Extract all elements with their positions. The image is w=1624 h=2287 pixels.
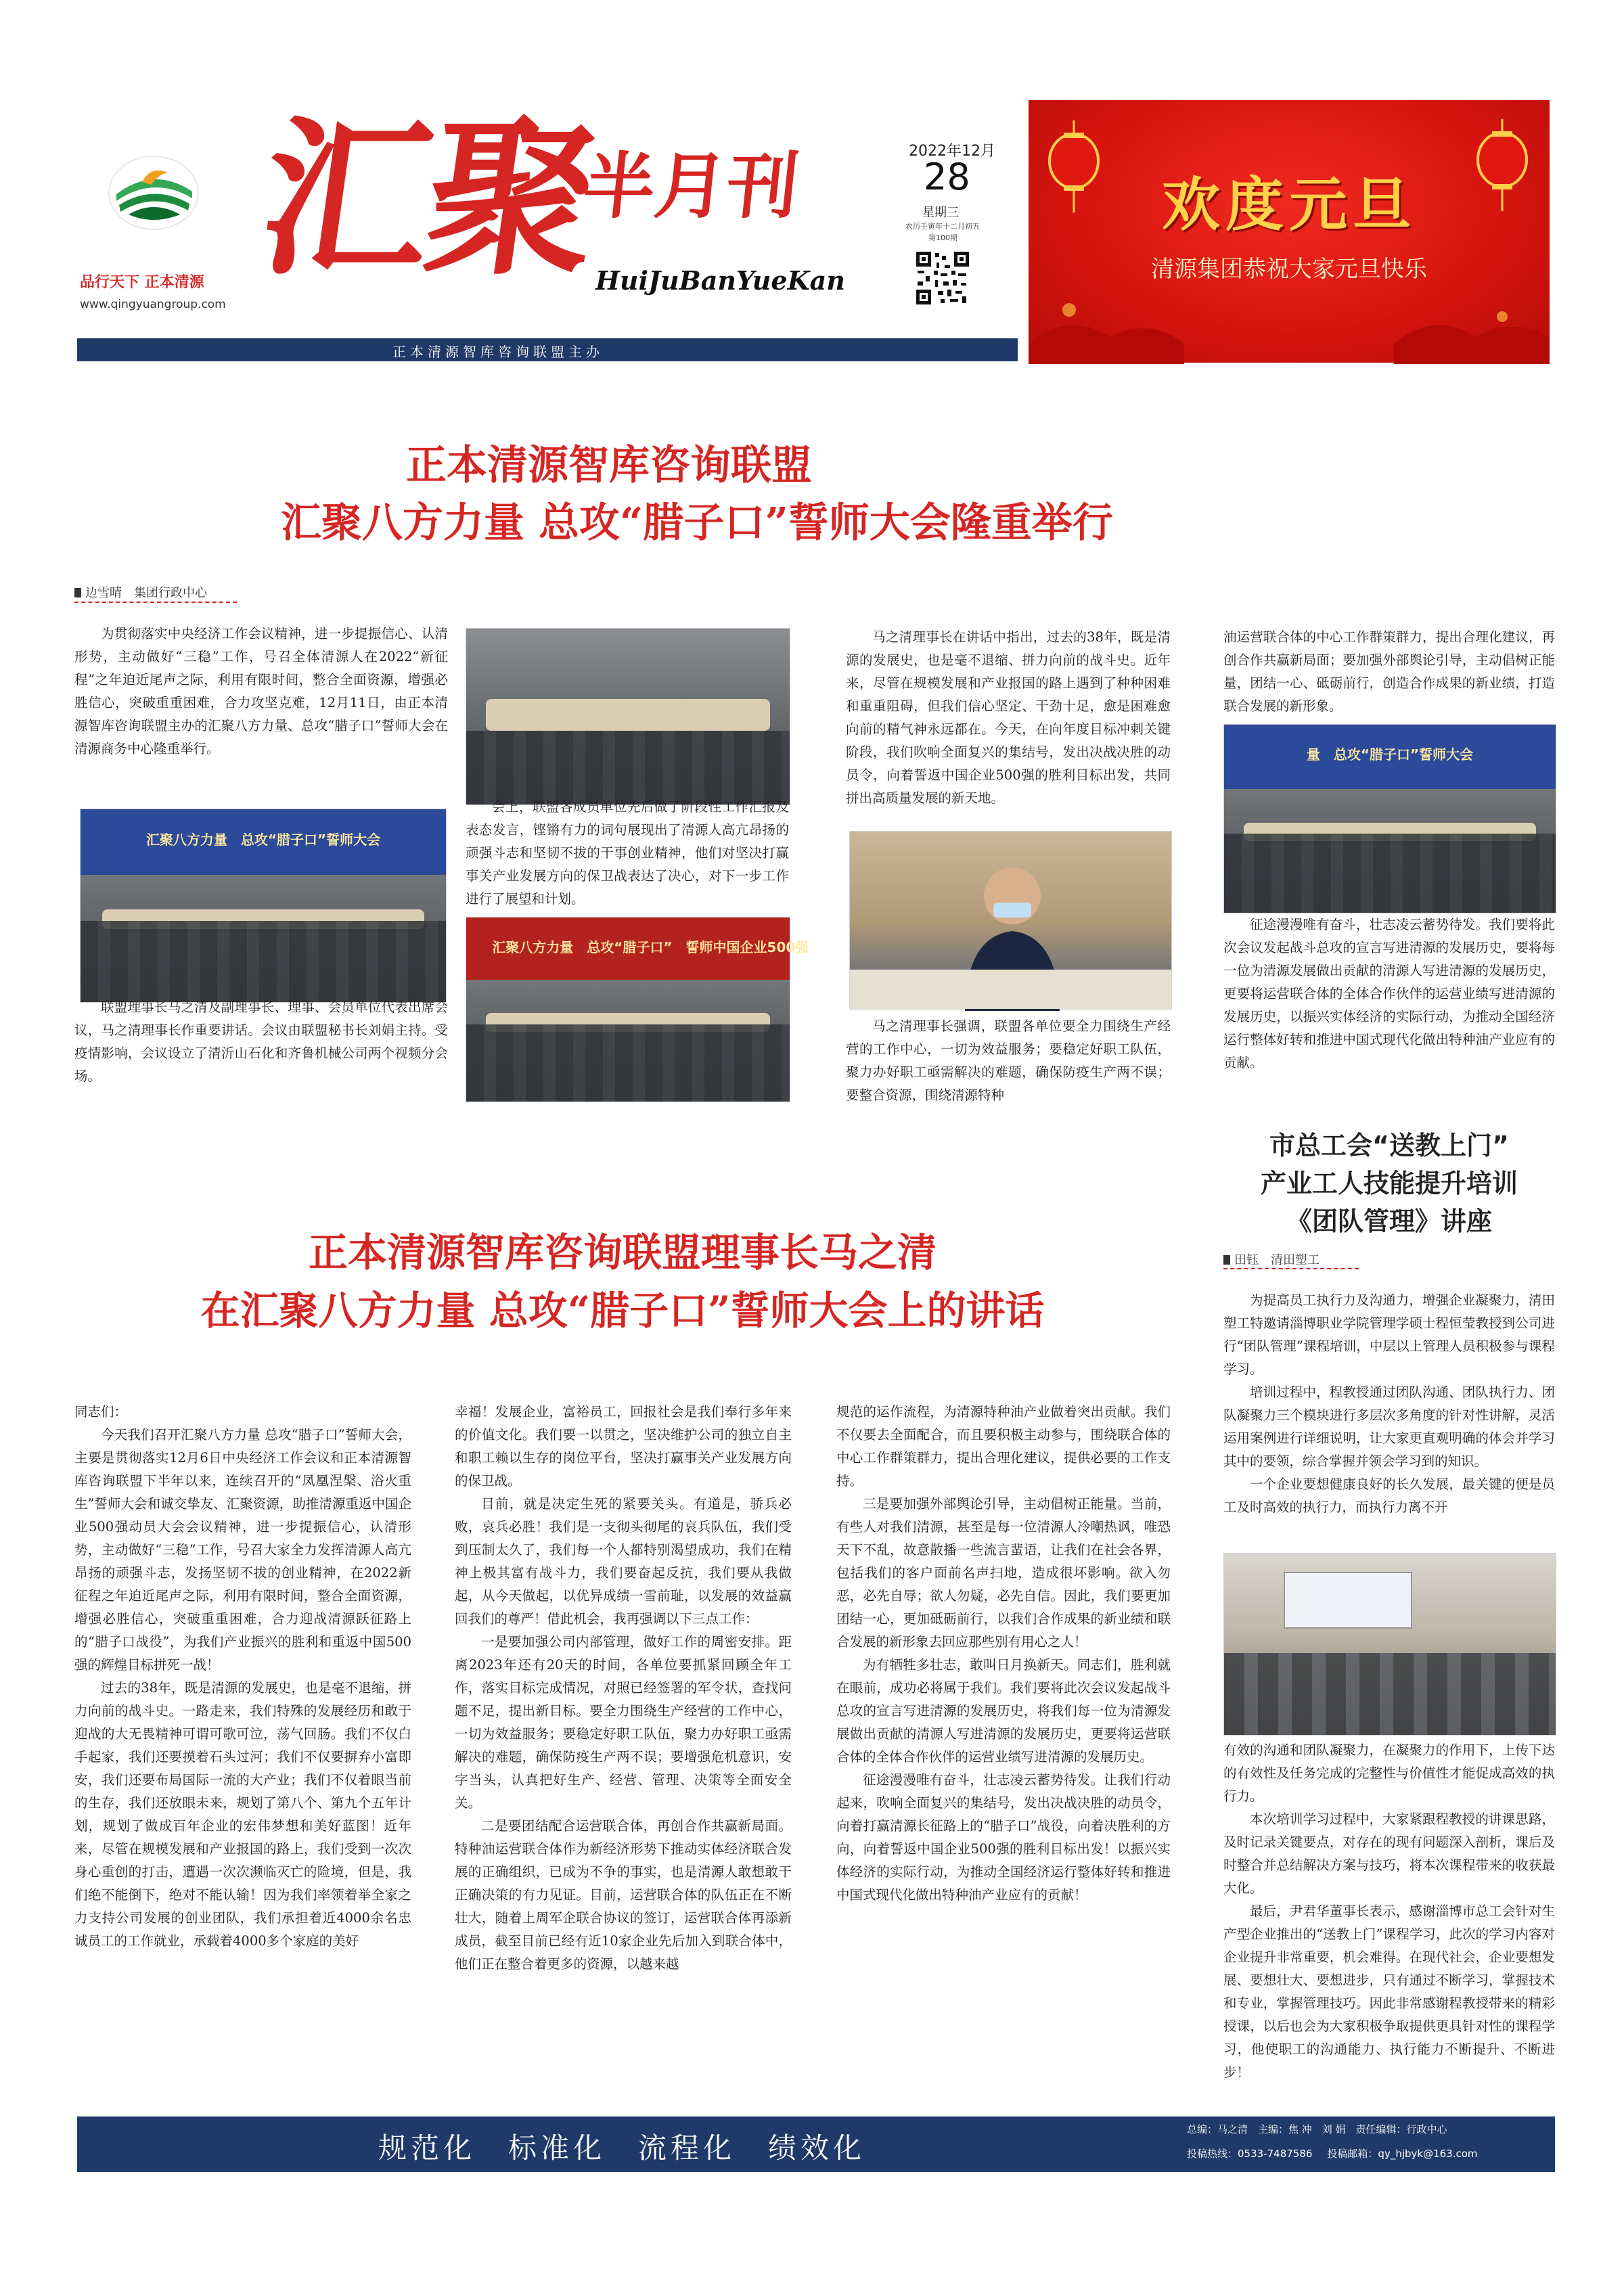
article1-col3-text bbox=[846, 626, 1171, 810]
paragraph: 今天我们召开汇聚八方力量 总攻“腊子口”誓师大会，主要是贯彻落实12月6日中央经济工作会议和正本清源智库咨询联盟下半年以来，连续召开的“凤凰涅槃、浴火重生”誓师大会和诚交挚友、汇聚资源，助推清源重返中国企业500强动员大会会议精神，进一步提振信心，认清形势，主动做好“三稳”工作，号召大家全力发挥清源人高亢昂扬的顽强斗志，发扬坚韧不拔的创业精神，在2022新征程之年迫近尾声之际，利用有限时间，整合全面资源，增强必胜信心，突破重重困难，合力迎战清源跃征路上的“腊子口战役”，为我们产业振兴的胜利和重返中国500强的辉煌目标拼死一战！ bbox=[74, 1427, 411, 1673]
footer-bar bbox=[77, 2116, 1555, 2172]
paragraph: 联盟理事长马之清及副理事长、理事、会员单位代表出席会议，马之清理事长作重要讲话。会议由联盟秘书长刘娟主持。受疫情影响，会议设立了清沂山石化和齐鲁机械公司两个视频分会场。 bbox=[74, 999, 448, 1084]
paragraph: 一个企业要想健康良好的长久发展，最关键的便是员工及时高效的执行力，而执行力离不开 bbox=[1223, 1476, 1555, 1515]
paragraph: 最后，尹君华董事长表示，感谢淄博市总工会针对生产型企业推出的“送教上门”课程学习，此次的学习内容对企业提升非常重要，机会难得。在现代社会，企业要想发展、要想壮大、要想进步，只有通过不断学习，掌握技术和专业，掌握管理技巧。因此非常感谢程教授带来的精彩授课，以后也会为大家积极争取提供更具针对性的课程学习，他使职工的沟通能力、执行能力不断提升、不断进步！ bbox=[1223, 1903, 1555, 2080]
article3-headline-line1: 市总工会“送教上门” bbox=[1269, 1131, 1509, 1160]
article1-col1-text2 bbox=[74, 996, 448, 1088]
meeting-photo bbox=[466, 917, 809, 1102]
photo-crowd bbox=[1224, 834, 1556, 913]
masthead bbox=[0, 0, 1624, 379]
article1-col4-text2 bbox=[1223, 913, 1555, 1074]
paragraph: 本次培训学习过程中，大家紧跟程教授的讲课思路，及时记录关键要点，对存在的现有问题深入剖析，课后及时整合并总结解决方案与技巧，将本次课程带来的收获最大化。 bbox=[1223, 1811, 1555, 1896]
article3-text1 bbox=[1223, 1289, 1555, 1519]
article3-headline-line3: 《团队管理》讲座 bbox=[1286, 1206, 1492, 1236]
tagline-bar bbox=[77, 338, 1018, 361]
paragraph: 目前，就是决定生死的紧要关头。有道是，骄兵必败，哀兵必胜！我们是一支彻头彻尾的哀兵队伍，我们受到压制太久了，我们每一个人都特别渴望成功，我们在精神上极其富有战斗力，我们要奋起反抗，我们要从我做起，从今天做起，以优异成绩一雪前耻，以发展的效益赢回我们的尊严！借此机会，我再强调以下三点工作： bbox=[455, 1496, 792, 1627]
article1-byline bbox=[74, 583, 207, 601]
article1-headline-line1: 正本清源智库咨询联盟 bbox=[406, 442, 812, 489]
divider bbox=[1223, 1268, 1359, 1269]
paragraph: 三是要加强外部舆论引导，主动倡树正能量。当前，有些人对我们清源，甚至是每一位清源人冷嘲热讽，唯恐天下不乱，故意散播一些流言蜚语，让我们在社会各界，包括我们的客户面前名声扫地，造成很坏影响。欲入勿恶，必先自辱；欲人勿疑，必先自信。因此，我们要更加团结一心，更加砥砺前行，以我们合作成果的新业绩和联合发展的新形象去回应那些别有用心之人！ bbox=[836, 1496, 1171, 1650]
email-link[interactable]: qy_hjbyk@163.com bbox=[1378, 2148, 1478, 2160]
meeting-photo bbox=[1223, 724, 1556, 913]
projector-screen bbox=[1284, 1572, 1412, 1629]
article1-col3-text2 bbox=[846, 1015, 1171, 1107]
lunar-date: 农历壬寅年十二月初五 bbox=[905, 222, 980, 231]
article1-col1-text bbox=[74, 622, 448, 761]
photo-crowd bbox=[466, 1024, 790, 1102]
paragraph: 幸福！发展企业，富裕员工，回报社会是我们奉行多年来的价值文化。我们要一以贯之，坚决维护公司的独立自主和职工赖以生存的岗位平台，坚决打赢事关产业发展方向的保卫战。 bbox=[455, 1404, 792, 1489]
paragraph: 为贯彻落实中央经济工作会议精神，进一步提振信心、认清形势，主动做好“三稳”工作，号召全体清源人在2022“新征程”之年迫近尾声之际，利用有限时间，整合全面资源，增强必胜信心，突破重重困难，合力攻坚克难，12月11日，由正本清源智库咨询联盟主办的汇聚八方力量、总攻“腊子口”誓师大会在清源商务中心隆重举行。 bbox=[74, 626, 448, 756]
tagline-text: 正本清源智库咨询联盟主办 bbox=[392, 344, 604, 360]
byline-text: 田钰 清田塑工 bbox=[1234, 1253, 1320, 1267]
slogan: 品行天下 正本清源 bbox=[80, 274, 204, 291]
byline-text: 边雪晴 集团行政中心 bbox=[85, 586, 207, 600]
photo-banner: 汇聚八方力量 总攻“腊子口” 誓师中国企业500强 bbox=[466, 918, 790, 980]
photo-banner: 汇聚八方力量 总攻“腊子口”誓师大会 bbox=[81, 809, 446, 875]
paper-subtitle: 半月刊 bbox=[579, 143, 803, 228]
article1-headline-line2: 汇聚八方力量 总攻“腊子口”誓师大会隆重举行 bbox=[281, 499, 1113, 547]
article2-headline-line2: 在汇聚八方力量 总攻“腊子口”誓师大会上的讲话 bbox=[200, 1288, 1045, 1334]
website-link[interactable]: www.qingyuangroup.com bbox=[80, 298, 226, 311]
paper-title: 汇聚 bbox=[248, 99, 607, 298]
footer-motto: 规范化 标准化 流程化 绩效化 bbox=[378, 2131, 866, 2165]
byline-marker-icon bbox=[1223, 1255, 1230, 1265]
paragraph: 培训过程中，程教授通过团队沟通、团队执行力、团队凝聚力三个模块进行多层次多角度的针对性讲解，灵活运用案例进行详细说明，让大家更直观明确的体会并学习其中的要领，综合掌握并领会学习到的知识。 bbox=[1223, 1384, 1555, 1469]
speaker-photo bbox=[849, 831, 1172, 1010]
paragraph: 规范的运作流程，为清源特种油产业做着突出贡献。我们不仅要去全面配合，而且要积极主动参与，围绕联合体的中心工作群策群力，提出合理化建议，提供必要的工作支持。 bbox=[836, 1404, 1171, 1489]
paragraph: 为有牺牲多壮志，敢叫日月换新天。同志们，胜利就在眼前，成功必将属于我们。我们要将此次会议发起战斗总攻的宣言写进清源的发展历史，将我们每一位为清源发展做出贡献的清源人写进清源的发展历史，更要将运营联合体的全体合作伙伴的运营业绩写进清源的发展历史。 bbox=[836, 1657, 1171, 1765]
article1-col4-text bbox=[1223, 626, 1555, 718]
holiday-banner bbox=[1029, 100, 1550, 363]
byline-marker-icon bbox=[74, 588, 81, 597]
photo-crowd bbox=[1224, 1653, 1556, 1735]
banner-title: 欢度元旦 bbox=[1162, 171, 1416, 239]
article2-col2 bbox=[455, 1401, 792, 1976]
company-logo bbox=[103, 152, 204, 233]
footer-contact bbox=[1187, 2146, 1478, 2160]
paragraph: 一是要加强公司内部管理，做好工作的周密安排。距离2023年还有20天的时间，各单位要抓紧回顾全年工作，落实目标完成情况，对照已经签署的军令状，查找问题不足，提出新目标。要全力围绕生产经营的工作中心，一切为效益服务；要稳定好职工队伍，聚力办好职工亟需解决的难题，确保防疫生产两不误；要增强危机意识，安字当头，认真把好生产、经营、管理、决策等全面安全关。 bbox=[455, 1634, 792, 1811]
hotline-number[interactable]: 0533-7487586 bbox=[1238, 2148, 1313, 2160]
article3-text2 bbox=[1223, 1739, 1555, 2084]
paragraph: 有效的沟通和团队凝聚力，在凝聚力的作用下，上传下达的有效性及任务完成的完整性与价值性才能促成高效的执行力。 bbox=[1223, 1742, 1555, 1804]
article1-col2-text bbox=[466, 796, 789, 911]
article3-headline-line2: 产业工人技能提升培训 bbox=[1260, 1169, 1518, 1198]
paragraph: 会上，联盟各成员单位先后做了阶段性工作汇报及表态发言，铿锵有力的词句展现出了清源人高亢昂扬的顽强斗志和坚韧不拔的干事创业精神，他们对坚决打赢事关产业发展方向的保卫战表达了决心，对下一步工作进行了展望和计划。 bbox=[466, 799, 789, 907]
paragraph: 过去的38年，既是清源的发展史，也是毫不退缩，拼力向前的战斗史。一路走来，我们特殊的发展经历和敢于迎战的大无畏精神可谓可歌可泣，荡气回肠。我们不仅白手起家，我们还要摸着石头过河；我们不仅要摒弃小富即安，我们还要布局国际一流的大产业；我们不仅着眼当前的生存，我们还放眼未来，规划了第八个、第九个五年计划，规划了做成百年企业的宏伟梦想和美好蓝图！近年来，尽管在规模发展和产业报国的路上，我们受到一次次身心重创的打击，遭遇一次次濒临灭亡的险境，但是，我们绝不能倒下，绝对不能认输！因为我们率领着举全家之力支持公司发展的创业团队，我们承担着近4000余名忠诚员工的工作就业，承载着4000多个家庭的美好 bbox=[74, 1680, 411, 1949]
footer-editors: 总编：马之清 主编：焦 冲 刘 娟 责任编辑：行政中心 bbox=[1187, 2123, 1447, 2135]
podium bbox=[850, 970, 1171, 1009]
paragraph: 油运营联合体的中心工作群策群力，提出合理化建议，再创合作共赢新局面；要加强外部舆论引导，主动倡树正能量，团结一心、砥砺前行，创造合作成果的新业绩，打造联合发展的新形象。 bbox=[1223, 629, 1555, 714]
article2-headline-line1: 正本清源智库咨询联盟理事长马之清 bbox=[308, 1229, 937, 1275]
paragraph: 马之清理事长在讲话中指出，过去的38年，既是清源的发展史，也是毫不退缩、拼力向前的战斗史。近年来，尽管在规模发展和产业报国的路上遇到了种种困难和重重阻碍，但我们信心坚定、干劲十足，愈是困难愈向前的精气神永远都在。今天，在向年度目标冲刺关键阶段，我们吹响全面复兴的集结号，发出决战决胜的动员令，向着誓返中国企业500强的胜利目标出发，共同拼出高质量发展的新天地。 bbox=[846, 629, 1171, 806]
paragraph: 征途漫漫唯有奋斗，壮志凌云蓄势待发。我们要将此次会议发起战斗总攻的宣言写进清源的发展历史，要将每一位为清源发展做出贡献的清源人写进清源的发展历史，更要将运营联合体的全体合作伙伴的运营业绩写进清源的发展历史，以振兴实体经济的实际行动，为推动全国经济运行整体好转和推进中国式现代化做出特种油产业应有的贡献。 bbox=[1223, 917, 1555, 1070]
paragraph: 征途漫漫唯有奋斗，壮志凌云蓄势待发。让我们行动起来，吹响全面复兴的集结号，发出决战决胜的动员令，向着打赢清源长征路上的“腊子口”战役，向着决胜利的方向，向着誓返中国企业500强的胜利目标出发！以振兴实体经济的实际行动，为推动全国经济运行整体好转和推进中国式现代化做出特种油产业应有的贡献！ bbox=[836, 1772, 1171, 1903]
salutation: 同志们： bbox=[74, 1404, 128, 1420]
date-day: 28 bbox=[924, 156, 970, 198]
date-year-month: 2022年12月 bbox=[909, 143, 995, 160]
article2-col1 bbox=[74, 1401, 411, 1953]
photo-banner: 量 总攻“腊子口”誓师大会 bbox=[1224, 725, 1556, 789]
banner-subtitle: 清源集团恭祝大家元旦快乐 bbox=[1151, 256, 1427, 283]
paragraph: 二是要团结配合运营联合体，再创合作共赢新局面。特种油运营联合体作为新经济形势下推动实体经济联合发展的正确组织，已成为不争的事实，也是清源人敢想敢干正确决策的有力见证。目前，运营联合体的队伍正在不断壮大，随着上周军企联合协议的签订，运营联合体再添新成员，截至目前已经有近10家企业先后加入到联合体中，他们正在整合着更多的资源，以越来越 bbox=[455, 1818, 792, 1972]
paper-pinyin: HuiJuBanYueKan bbox=[595, 265, 845, 296]
cloud-ornament-icon bbox=[1029, 269, 1550, 364]
weekday: 星期三 bbox=[922, 206, 959, 220]
email-label: 投稿邮箱： bbox=[1327, 2148, 1378, 2160]
paragraph: 为提高员工执行力及沟通力，增强企业凝聚力，清田塑工特邀请淄博职业学院管理学硕士程恒莹教授到公司进行“团队管理”课程培训，中层以上管理人员积极参与课程学习。 bbox=[1223, 1292, 1555, 1377]
hotline-label: 投稿热线： bbox=[1187, 2148, 1238, 2160]
photo-table bbox=[486, 699, 771, 731]
photo-crowd bbox=[466, 731, 790, 805]
photo-crowd bbox=[81, 921, 446, 1002]
paragraph: 马之清理事长强调，联盟各单位要全力围绕生产经营的工作中心，一切为效益服务；要稳定好职工队伍，聚力办好职工亟需解决的难题，确保防疫生产两不误；要整合资源，围绕清源特种 bbox=[846, 1018, 1171, 1103]
article2-col3 bbox=[836, 1401, 1171, 1907]
issue-number: 第100期 bbox=[928, 233, 957, 242]
training-photo bbox=[1223, 1553, 1556, 1736]
qr-code[interactable] bbox=[914, 249, 972, 307]
article3-byline bbox=[1223, 1250, 1320, 1268]
meeting-photo bbox=[80, 809, 447, 1003]
divider bbox=[74, 602, 237, 603]
meeting-photo bbox=[466, 628, 790, 805]
